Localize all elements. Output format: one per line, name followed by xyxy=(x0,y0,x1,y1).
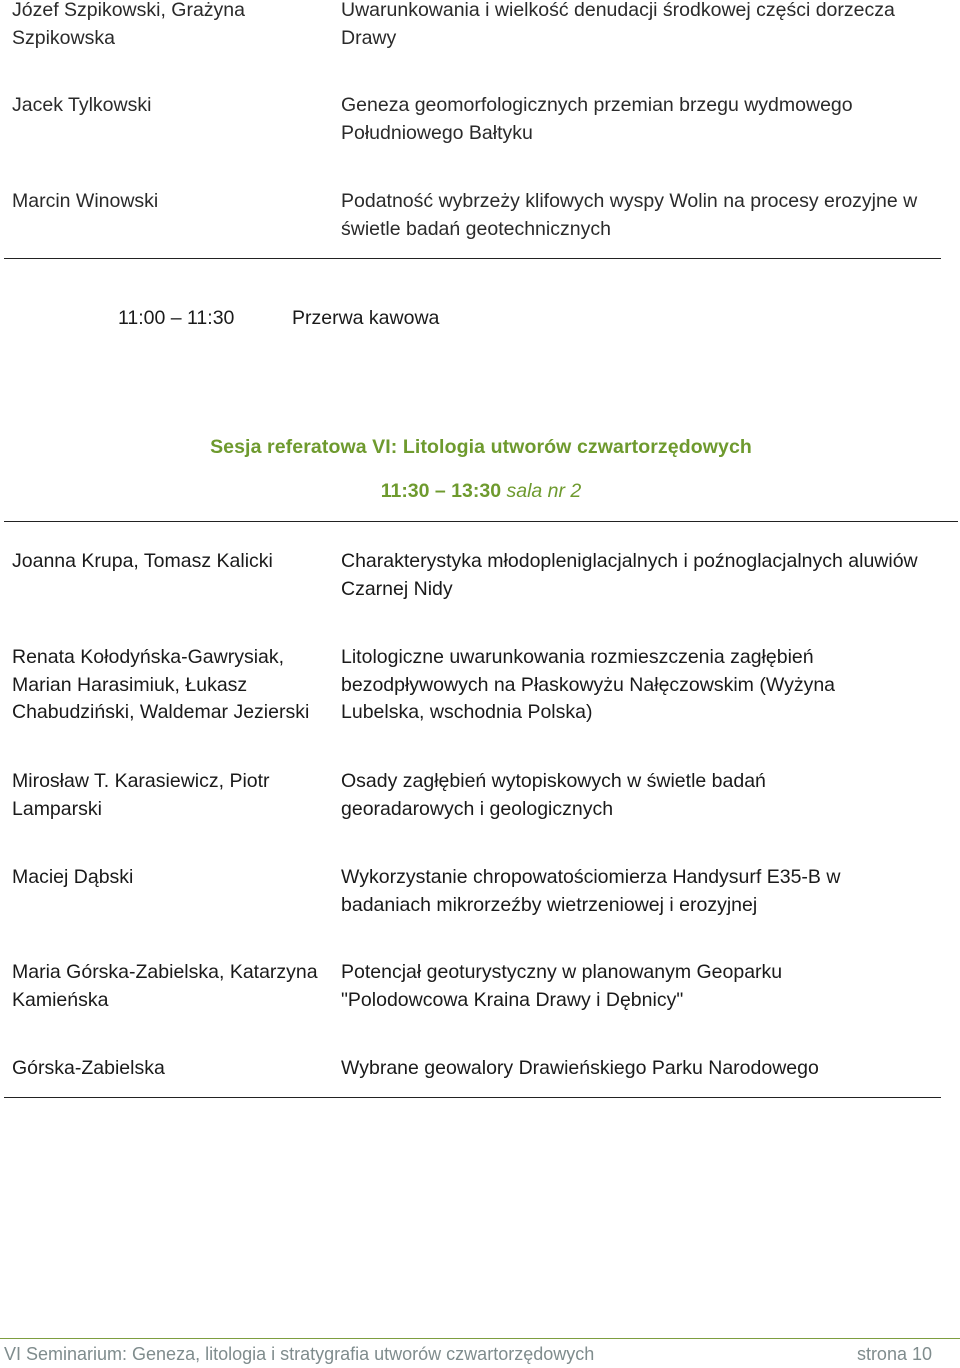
entry-authors: Górska-Zabielska xyxy=(12,1057,165,1079)
entry-authors: Józef Szpikowski, Grażyna Szpikowska xyxy=(12,0,246,49)
section-divider xyxy=(4,521,958,522)
entry-authors: Jacek Tylkowski xyxy=(12,94,152,116)
session-room: sala nr 2 xyxy=(506,480,582,502)
entry-title: Wybrane geowalory Drawieńskiego Parku Narodowego xyxy=(341,1057,819,1079)
entry-title: Wykorzystanie chropowatościomierza Handysurf E35-B w badaniach mikrorzeźby wietrzeniowej i erozyjnej xyxy=(341,866,841,916)
entry-authors: Marcin Winowski xyxy=(12,190,159,212)
footer-title: VI Seminarium: Geneza, litologia i stratygrafia utworów czwartorzędowych xyxy=(4,1344,595,1364)
section-divider xyxy=(4,258,941,259)
page-number: strona 10 xyxy=(856,1344,932,1364)
entry-title: Uwarunkowania i wielkość denudacji środkowej części dorzecza Drawy xyxy=(341,0,895,49)
entry-title: Geneza geomorfologicznych przemian brzegu wydmowego Południowego Bałtyku xyxy=(341,94,853,144)
entry-title: Charakterystyka młodopleniglacjalnych i poźnoglacjalnych aluwiów Czarnej Nidy xyxy=(341,550,918,600)
entry-title: Podatność wybrzeży klifowych wyspy Wolin na procesy erozyjne w świetle badań geotechnicznych xyxy=(341,190,918,240)
page-footer xyxy=(4,1344,932,1365)
entry-authors: Joanna Krupa, Tomasz Kalicki xyxy=(12,550,273,572)
entry-authors: Renata Kołodyńska-Gawrysiak, Marian Harasimiuk, Łukasz Chabudziński, Waldemar Jezierski xyxy=(12,646,310,723)
session-time-room xyxy=(0,480,960,503)
coffee-break xyxy=(118,305,439,332)
entry-title: Osady zagłębień wytopiskowych w świetle badań georadarowych i geologicznych xyxy=(341,770,766,820)
coffee-break-time: 11:00 – 11:30 xyxy=(118,307,235,329)
session-title: Sesja referatowa VI: Litologia utworów czwartorzędowych xyxy=(210,436,752,458)
entry-title: Potencjał geoturystyczny w planowanym Geoparku "Polodowcowa Kraina Drawy i Dębnicy" xyxy=(341,961,783,1011)
footer-rule xyxy=(0,1338,960,1339)
entry-authors: Maria Górska-Zabielska, Katarzyna Kamieńska xyxy=(12,961,318,1011)
coffee-break-label: Przerwa kawowa xyxy=(292,307,440,329)
section-divider xyxy=(4,1097,941,1098)
session-time: 11:30 – 13:30 xyxy=(380,480,502,502)
entry-authors: Maciej Dąbski xyxy=(12,866,134,888)
entry-title: Litologiczne uwarunkowania rozmieszczenia zagłębień bezodpływowych na Płaskowyżu Nałęczowskim (Wyżyna Lubelska, wschodnia Polska) xyxy=(341,646,836,723)
entry-authors: Mirosław T. Karasiewicz, Piotr Lamparski xyxy=(12,770,270,820)
